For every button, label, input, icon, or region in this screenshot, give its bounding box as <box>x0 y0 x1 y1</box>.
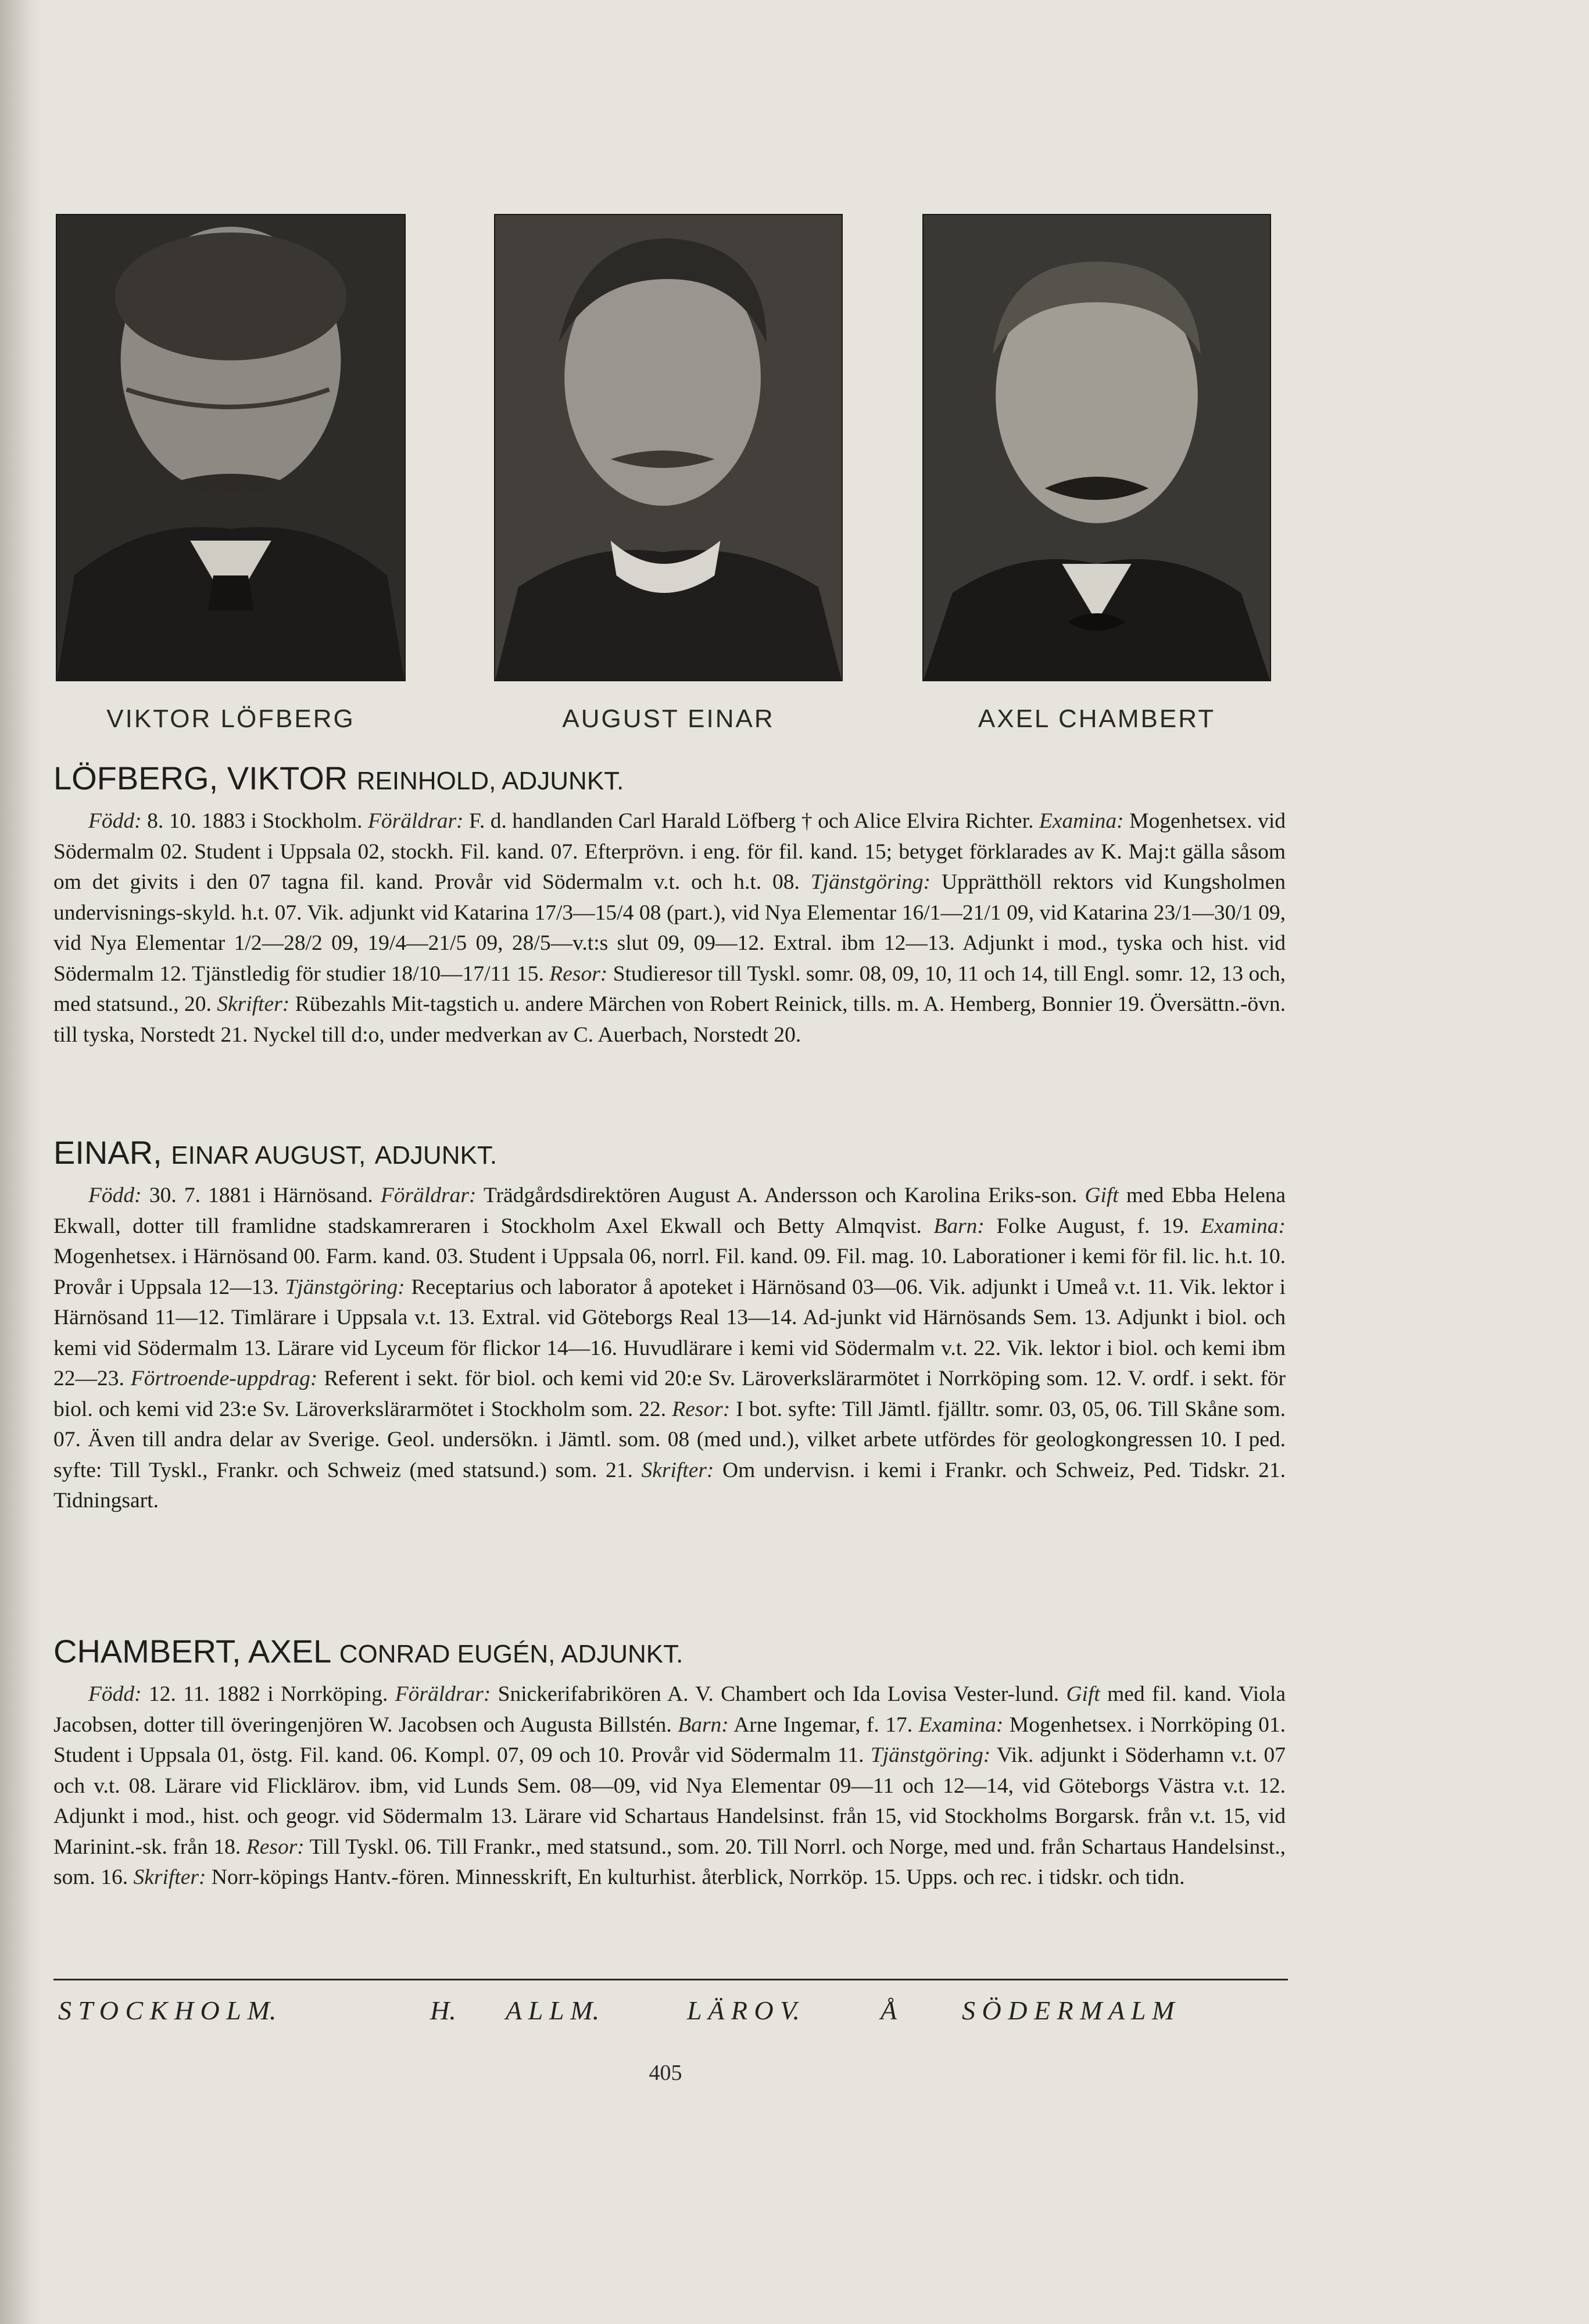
entry-given-main: EINAR AUGUST, <box>171 1141 366 1170</box>
field-text: Trädgårdsdirektören August A. Andersson och Karolina Eriks-son. <box>476 1184 1085 1207</box>
footer-word: L Ä R O V. <box>687 1996 800 2025</box>
field-text: med Ebba Helena Ekwall, dotter till framlidne stadskamreraren i Stockholm Axel Ekwall och Betty Almqvist. <box>53 1184 1286 1238</box>
footer-word: A L L M. <box>506 1996 600 2025</box>
field-label: Född: <box>88 809 142 833</box>
field-label: Examina: <box>1039 809 1124 833</box>
field-text: Mogenhetsex. i Norrköping 01. Student i Uppsala 01, östg. Fil. kand. 06. Kompl. 07, 09 och 10. Provår vid Södermalm 11. <box>53 1712 1286 1767</box>
portrait-image-einar <box>495 215 842 680</box>
portrait-photo-chambert <box>924 215 1270 680</box>
field-text: Arne Ingemar, f. 17. <box>728 1712 919 1737</box>
field-text: Snickerifabrikören A. V. Chambert och Ida Lovisa Vester-lund. <box>491 1682 1067 1706</box>
field-label: Resor: <box>549 961 608 986</box>
page-binding-edge <box>0 0 41 2324</box>
field-text: Mogenhetsex. vid Södermalm 02. Student i Uppsala 02, stockh. Fil. kand. 07. Efterprövn. i eng. för fil. kand. 15; betyget förklarades av K. Maj:t gälla såsom om det givits i den 07 tagna fil. kand. Provår vid Södermalm v.t. och h.t. 08. <box>53 809 1286 894</box>
page-number: 405 <box>649 2061 682 2085</box>
field-label: Resor: <box>672 1397 731 1421</box>
footer-rule <box>53 1979 1288 1980</box>
field-label: Skrifter: <box>133 1865 206 1889</box>
biography-entry <box>53 759 1286 1050</box>
field-label: Föräldrar: <box>395 1682 491 1706</box>
field-text: Vik. adjunkt i Söderhamn v.t. 07 och v.t. 08. Lärare vid Flicklärov. ibm, vid Lunds Sem. 08—09, vid Nya Elementar 09—11 och 12—14, vid Göteborgs Västra v.t. 12. Adjunkt i mod., hist. och geogr. vid Södermalm 13. Lärare vid Schartaus Handelsinst. från 15, vid Stockholms Borgarsk. från v.t. 15, vid Marinint.-sk. från 18. <box>53 1743 1286 1859</box>
footer-word: Å <box>881 1996 897 2025</box>
footer-school: S Ö D E R M A L M <box>962 1996 1175 2025</box>
field-label: Skrifter: <box>217 992 290 1016</box>
field-label: Tjänstgöring: <box>285 1275 405 1299</box>
entry-body <box>53 806 1286 1050</box>
field-text: Studieresor till Tyskl. somr. 08, 09, 10, 11 och 14, till Engl. somr. 12, 13 och, med statsund., 20. <box>53 961 1286 1016</box>
field-label: Tjänstgöring: <box>810 870 931 894</box>
field-text: 8. 10. 1883 i Stockholm. <box>141 809 368 833</box>
entry-body <box>53 1679 1286 1893</box>
field-text: med fil. kand. Viola Jacobsen, dotter till överingenjören W. Jacobsen och Augusta Billstén. <box>53 1682 1286 1737</box>
field-label: Gift <box>1066 1682 1100 1706</box>
portrait-caption: AXEL CHAMBERT <box>978 705 1216 733</box>
entry-surname: EINAR, <box>53 1134 162 1171</box>
field-label: Resor: <box>246 1835 305 1859</box>
field-label: Skrifter: <box>641 1458 714 1482</box>
biography-entry <box>53 1134 1286 1517</box>
portrait-photo-einar <box>495 215 842 680</box>
field-label: Född: <box>88 1682 142 1706</box>
entry-given-rest: ADJUNKT. <box>374 1141 498 1170</box>
field-text: I bot. syfte: Till Jämtl. fjälltr. somr. 03, 05, 06. Till Skåne som. 07. Även till andra delar av Sverige. Geol. undersökn. i Jämtl. som. 08 (med und.), vilket arbete utfördes för geologkongressen 10. I ped. syfte: Till Tyskl., Frankr. och Schweiz (med statsund.) som. 21. <box>53 1397 1286 1482</box>
field-text: Referent i sekt. för biol. och kemi vid 20:e Sv. Läroverkslärarmötet i Norrköping som. 12. V. ordf. i sekt. för biol. och kemi vid 23:e Sv. Läroverkslärarmötet i Stockholm som. 22. <box>53 1367 1286 1421</box>
footer-city: S T O C K H O L M. <box>58 1996 277 2025</box>
field-text: Norr-köpings Hantv.-fören. Minnesskrift, En kulturhist. återblick, Norrköp. 15. Upps. och rec. i tidskr. och tidn. <box>206 1865 1185 1889</box>
entry-heading <box>53 1134 1286 1175</box>
field-label: Tjänstgöring: <box>870 1743 991 1767</box>
field-label: Examina: <box>918 1712 1004 1737</box>
entry-given-rest: CONRAD EUGÉN, ADJUNKT. <box>339 1640 683 1668</box>
field-text: F. d. handlanden Carl Harald Löfberg † och Alice Elvira Richter. <box>463 809 1039 833</box>
field-text: Mogenhetsex. i Härnösand 00. Farm. kand. 03. Student i Uppsala 06, norrl. Fil. kand. 09. Fil. mag. 10. Laborationer i kemi för fil. lic. h.t. 10. Provår i Uppsala 12—13. <box>53 1245 1286 1299</box>
field-text: Om undervisn. i kemi i Frankr. och Schweiz, Ped. Tidskr. 21. Tidningsart. <box>53 1458 1286 1513</box>
portrait-caption: VIKTOR LÖFBERG <box>106 705 355 733</box>
field-text: 30. 7. 1881 i Härnösand. <box>141 1184 381 1207</box>
footer-word: H. <box>430 1996 456 2025</box>
entry-given-main: AXEL <box>248 1633 331 1669</box>
biography-entry <box>53 1632 1286 1893</box>
field-label: Barn: <box>678 1712 729 1737</box>
entry-surname: LÖFBERG, <box>53 760 219 796</box>
entry-body <box>53 1181 1286 1517</box>
portrait-image-chambert <box>924 215 1270 680</box>
portrait-caption: AUGUST EINAR <box>562 705 775 733</box>
field-text: Rübezahls Mit-tagstich u. andere Märchen von Robert Reinick, tills. m. A. Hemberg, Bonnier 19. Översättn.-övn. till tyska, Norstedt 21. Nyckel till d:o, under medverkan av C. Auerbach, Norstedt 20. <box>53 992 1286 1047</box>
entry-given-rest: REINHOLD, ADJUNKT. <box>356 767 624 795</box>
entry-heading <box>53 759 1286 800</box>
field-text: Till Tyskl. 06. Till Frankr., med statsund., som. 20. Till Norrl. och Norge, med und. från Schartaus Handelsinst., som. 16. <box>53 1835 1286 1889</box>
entry-given-main: VIKTOR <box>227 760 348 796</box>
field-text: Folke August, f. 19. <box>984 1214 1201 1238</box>
field-label: Förtroende-uppdrag: <box>130 1367 318 1390</box>
field-label: Född: <box>88 1184 142 1207</box>
field-label: Barn: <box>933 1214 985 1238</box>
entry-surname: CHAMBERT, <box>53 1633 241 1669</box>
portrait-image-lofberg <box>57 215 405 680</box>
field-label: Gift <box>1085 1184 1119 1207</box>
field-text: Upprätthöll rektors vid Kungsholmen undervisnings-skyld. h.t. 07. Vik. adjunkt vid Katarina 17/3—15/4 08 (part.), vid Nya Elementar 16/1—21/1 09, vid Katarina 23/1—30/1 09, vid Nya Elementar 1/2—28/2 09, 19/4—21/5 09, 28/5—v.t:s slut 09, 09—12. Extral. ibm 12—13. Adjunkt i mod., tyska och hist. vid Södermalm 12. Tjänstledig för studier 18/10—17/11 15. <box>53 870 1286 986</box>
field-text: 12. 11. 1882 i Norrköping. <box>141 1682 395 1706</box>
entry-heading <box>53 1632 1286 1674</box>
portrait-photo-lofberg <box>57 215 405 680</box>
field-label: Examina: <box>1201 1214 1286 1238</box>
field-label: Föräldrar: <box>380 1184 477 1207</box>
field-text: Receptarius och laborator å apoteket i Härnösand 03—06. Vik. adjunkt i Umeå v.t. 11. Vik. lektor i Härnösand 11—12. Timlärare i Uppsala v.t. 13. Extral. vid Göteborgs Real 13—14. Ad-junkt vid Härnösands Sem. 13. Adjunkt i biol. och kemi vid Södermalm 13. Lärare vid Lyceum för flickor 14—16. Huvudlärare i kemi vid Södermalm v.t. 22. Vik. lektor i biol. och kemi ibm 22—23. <box>53 1275 1286 1390</box>
field-label: Föräldrar: <box>367 809 464 833</box>
